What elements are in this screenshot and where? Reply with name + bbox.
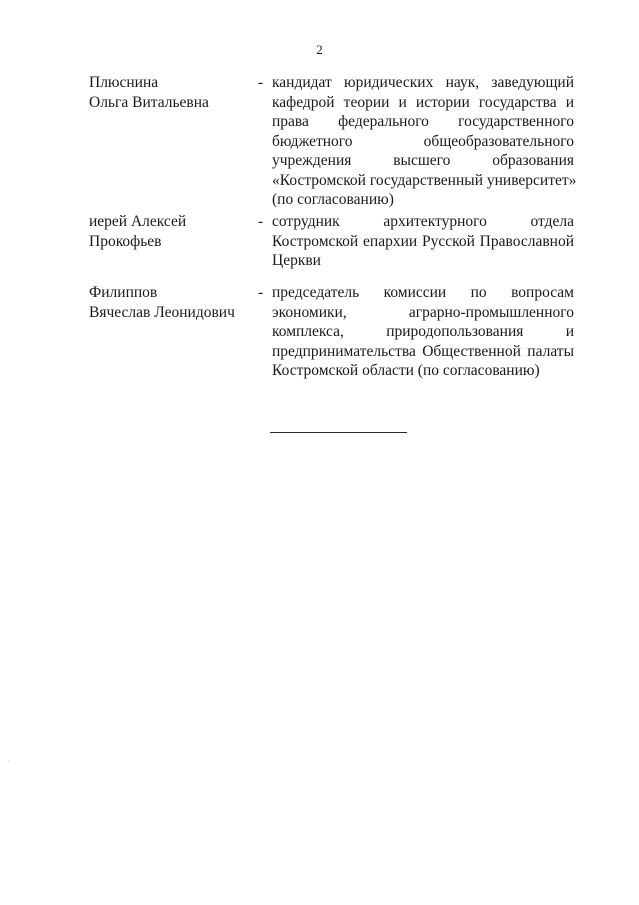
member-entry: [0, 73, 639, 213]
member-surname: Филиппов: [89, 284, 158, 301]
position-line: Церкви: [272, 252, 321, 269]
dash-separator: -: [258, 213, 264, 230]
member-name: [89, 73, 249, 112]
member-name: [89, 283, 249, 322]
position-line: «Костромской государственный университет»: [272, 171, 577, 189]
member-name: [89, 212, 249, 251]
position-line: предпринимательства Общественной палаты: [272, 342, 574, 360]
position-line: сотрудник архитектурного отдела: [272, 213, 574, 230]
member-position: [272, 73, 577, 210]
position-line: Костромской области (по согласованию): [272, 362, 540, 379]
position-line: учреждения высшего образования: [272, 152, 574, 169]
position-line: права федерального государственного: [272, 113, 574, 130]
position-line: кафедрой теории и истории государства и: [272, 93, 574, 111]
member-position: [272, 212, 574, 271]
position-line: бюджетного общеобразовательного: [272, 132, 574, 150]
member-surname: иерей Алексей: [89, 213, 187, 230]
position-line: (по согласованию): [272, 191, 394, 208]
position-line: Костромской епархии Русской Православной: [272, 232, 574, 250]
member-position: [272, 283, 574, 381]
member-given-names: Вячеслав Леонидович: [89, 303, 235, 321]
member-surname: Плюснина: [89, 74, 159, 91]
member-given-names: Ольга Витальевна: [89, 93, 209, 111]
member-given-names: Прокофьев: [89, 232, 162, 250]
position-line: экономики, аграрно-промышленного: [272, 303, 574, 321]
page-number: 2: [316, 42, 323, 57]
position-line: комплекса, природопользования и: [272, 323, 574, 340]
member-entry: [0, 283, 639, 423]
dash-separator: -: [258, 284, 264, 301]
dash-separator: -: [258, 74, 264, 91]
position-line: кандидат юридических наук, заведующий: [272, 74, 574, 91]
end-of-list-rule: [270, 432, 407, 433]
position-line: председатель комиссии по вопросам: [272, 284, 574, 301]
scan-speck: [8, 760, 9, 761]
